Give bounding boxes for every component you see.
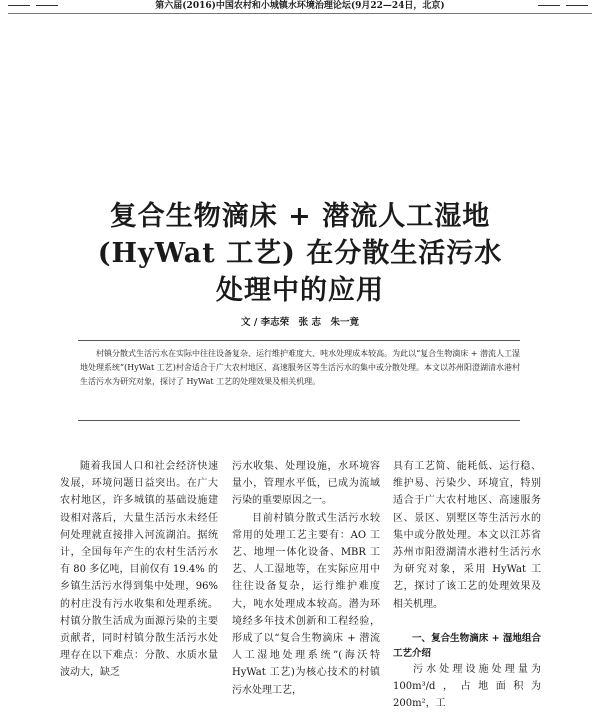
article-title <box>60 198 540 309</box>
title-line-1: 复合生物滴床 + 潜流人工湿地 <box>109 201 491 232</box>
running-head-text: 第六届(2016)中国农村和小城镇水环境治理论坛(9月22—24日，北京) <box>155 1 445 11</box>
paragraph: 具有工艺简、能耗低、运行稳、维护易、污染少、环境宜，特别适合于广大农村地区、高速服务区、景区、别墅区等生活污水的集中或分散处理。本文以江苏省苏州市阳澄湖清水港村生活污水为研究对象，采用 HyWat 工艺，探讨了该工艺的处理效果及相关机理。 <box>393 461 541 610</box>
paragraph: 随着我国人口和社会经济快速发展，环境问题日益突出。在广大农村地区，许多城镇的基础设施建设相对落后，大量生活污水未经任何处理就直接排入河流湖泊。据统计，全国每年产生的农村生活污水有 80 多亿吨，目前仅有 19.4% 的乡镇生活污水得到集中处理，96% 的村庄没有污水收集和处理系统。村镇分散生活成为面源污染的主要贡献者，同时村镇分散生活污水处理存在以下难点：分散、水质水量波动大，缺乏 <box>60 461 218 679</box>
body-column-1 <box>60 458 218 682</box>
body-column-3 <box>393 458 541 712</box>
header-dash-right-1 <box>538 5 560 6</box>
header-rule <box>8 13 592 14</box>
header-dash-left-1 <box>8 5 30 6</box>
running-header <box>0 0 600 18</box>
paragraph: 目前村镇分散式生活污水较常用的处理工艺主要有：AO 工艺、地埋一体化设备、MBR 工艺、人工湿地等，在实际应用中往往设备复杂，运行维护难度大，吨水处理成本较高。潜为环境经多年技术创新和工程经验，形成了以“复合生物滴床 + 潜流人工湿地处理系统”(海沃特 HyWat 工艺)为核心技术的村镇污水处理工艺， <box>232 512 380 696</box>
header-dash-left-2 <box>36 5 58 6</box>
body-column-2 <box>232 458 380 699</box>
abstract-bottom-rule <box>78 420 520 421</box>
title-line-3: 处理中的应用 <box>216 275 384 306</box>
section-heading: 一、复合生物滴床 + 湿地组合工艺介绍 <box>393 632 541 659</box>
paragraph: 污水收集、处理设施，水环境容量小，管理水平低，已成为流域污染的重要原因之一。 <box>232 461 380 507</box>
title-line-2: (HyWat 工艺) 在分散生活污水 <box>97 238 503 269</box>
abstract: 村镇分散式生活污水在实际中往往设备复杂、运行维护难度大、吨水处理成本较高。为此以“复合生物滴床 + 潜流人工湿地处理系统”(HyWat 工艺)村舍适合于广大农村地区、高速服务区等生活污水的集中或分散处理。本文以苏州阳澄湖清水港村生活污水为研究对象，探讨了 HyWat 工艺的处理效果及相关机理。 <box>80 349 520 386</box>
paragraph: 污水处理设施处理量为 100m³/d，占地面积为 200m²，工 <box>393 663 541 710</box>
abstract-top-rule <box>78 340 520 341</box>
header-dash-right-2 <box>566 5 588 6</box>
author-line: 文 / 李志荣 张 志 朱一竟 <box>241 317 359 328</box>
